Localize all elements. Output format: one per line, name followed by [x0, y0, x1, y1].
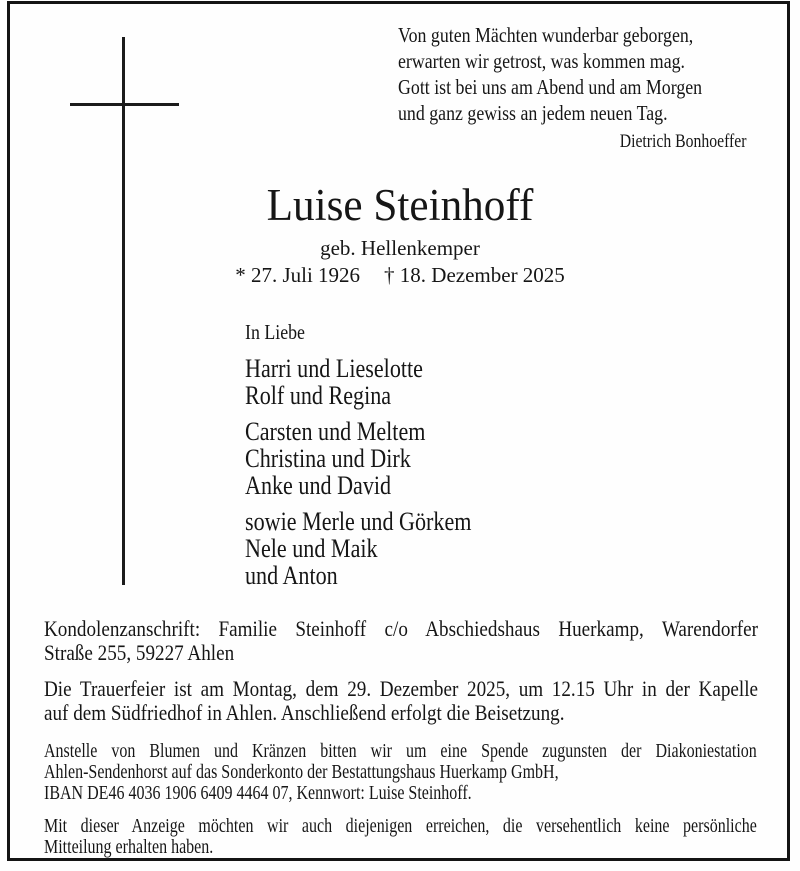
closing-note — [44, 816, 757, 858]
donation-line: Anstelle von Blumen und Kränzen bitten wir um eine Spende zugunsten der Diakoniestation — [44, 740, 757, 762]
funeral-line: Die Trauerfeier ist am Montag, dem 29. Dezember 2025, um 12.15 Uhr in der Kapelle — [44, 676, 758, 701]
mourner-name: und Anton — [245, 561, 338, 590]
mourners-list — [245, 320, 471, 598]
mourner-name: Nele und Maik — [245, 534, 378, 563]
cross-horizontal-bar — [70, 103, 179, 106]
closing-line: Mit dieser Anzeige möchten wir auch diejenigen erreichen, die versehentlich keine persönliche — [44, 815, 757, 837]
condolence-address — [44, 617, 758, 664]
condolence-line: Kondolenzanschrift: Familie Steinhoff c/o Abschiedshaus Huerkamp, Warendorfer — [44, 616, 758, 641]
quote-line: Gott ist bei uns am Abend und am Morgen — [398, 75, 703, 99]
quote-line: und ganz gewiss an jedem neuen Tag. — [398, 101, 668, 125]
mourner-name: Harri und Lieselotte — [245, 354, 423, 383]
quote-attribution: Dietrich Bonhoeffer — [619, 132, 747, 152]
quote-line: erwarten wir getrost, was kommen mag. — [398, 49, 686, 73]
mourner-name: Christina und Dirk — [245, 444, 411, 473]
condolence-line: Straße 255, 59227 Ahlen — [44, 639, 235, 665]
donation-info — [44, 741, 757, 803]
mourner-group — [245, 418, 471, 499]
closing-line: Mitteilung erhalten haben. — [44, 835, 214, 858]
mourner-group — [245, 508, 471, 589]
quote-line: Von guten Mächten wunderbar geborgen, — [398, 23, 694, 47]
maiden-name: geb. Hellenkemper — [320, 236, 480, 260]
donation-line: IBAN DE46 4036 1906 6409 4464 07, Kennwort: Luise Steinhoff. — [44, 781, 472, 804]
life-dates — [200, 262, 600, 288]
mourner-name: Anke und David — [245, 471, 392, 500]
mourner-name: Rolf und Regina — [245, 381, 392, 410]
memorial-quote — [398, 22, 748, 153]
mourner-name: sowie Merle und Görkem — [245, 507, 472, 536]
birth-date: * 27. Juli 1926 — [235, 263, 361, 287]
mourner-name: Carsten und Meltem — [245, 417, 426, 446]
mourners-intro: In Liebe — [245, 320, 305, 344]
death-date: † 18. Dezember 2025 — [384, 263, 565, 287]
deceased-name: Luise Steinhoff — [266, 180, 534, 230]
donation-line: Ahlen-Sendenhorst auf das Sonderkonto der Bestattungshaus Huerkamp GmbH, — [44, 760, 559, 783]
funeral-line: auf dem Südfriedhof in Ahlen. Anschließend erfolgt die Beisetzung. — [44, 699, 565, 725]
mourner-group — [245, 355, 471, 409]
funeral-info — [44, 677, 758, 724]
cross-vertical-bar — [122, 37, 125, 585]
